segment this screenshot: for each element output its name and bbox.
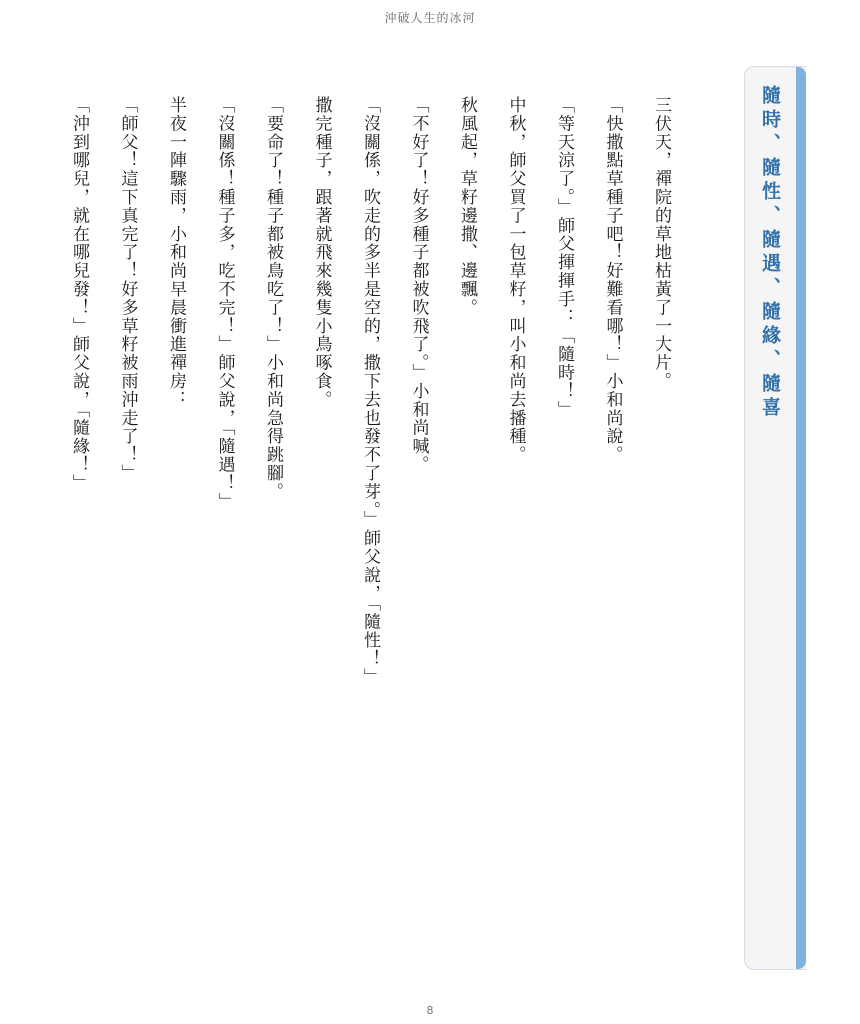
body-text <box>55 96 686 896</box>
paragraph: 半夜一陣驟雨，小和尚早晨衝進禪房： <box>166 96 186 409</box>
chapter-title: 隨時、隨性、隨遇、隨緣、隨喜 <box>759 85 781 421</box>
paragraph: 「沒關係，吹走的多半是空的，撒下去也發不了芽。」師父說，「隨性！」 <box>360 96 380 687</box>
running-header: 沖破人生的冰河 <box>384 11 476 25</box>
paragraph: 「師父！這下真完了！好多草籽被雨沖走了！」 <box>117 96 138 483</box>
paragraph: 撒完種子，跟著就飛來幾隻小鳥啄食。 <box>311 96 332 409</box>
paragraph: 中秋，師父買了一包草籽，叫小和尚去播種。 <box>505 96 526 464</box>
title-panel <box>744 66 806 970</box>
paragraph: 「沖到哪兒，就在哪兒發！」師父說，「隨緣！」 <box>69 96 89 493</box>
paragraph: 「等天涼了。」師父揮揮手：「隨時！」 <box>554 96 574 419</box>
paragraph: 「快撒點草種子吧！好難看哪！」小和尚說。 <box>602 96 623 464</box>
paragraph: 秋風起，草籽邊撒、邊飄。 <box>457 96 477 317</box>
page-number: 8 <box>426 1004 434 1017</box>
paragraph: 「沒關係！種子多，吃不完！」師父說，「隨遇！」 <box>214 96 235 511</box>
paragraph: 三伏天，禪院的草地枯黃了一大片。 <box>651 96 671 391</box>
paragraph: 「不好了！好多種子都被吹飛了。」小和尚喊。 <box>408 96 429 474</box>
paragraph: 「要命了！種子都被鳥吃了！」小和尚急得跳腳。 <box>263 96 283 501</box>
title-accent-bar <box>796 67 806 969</box>
